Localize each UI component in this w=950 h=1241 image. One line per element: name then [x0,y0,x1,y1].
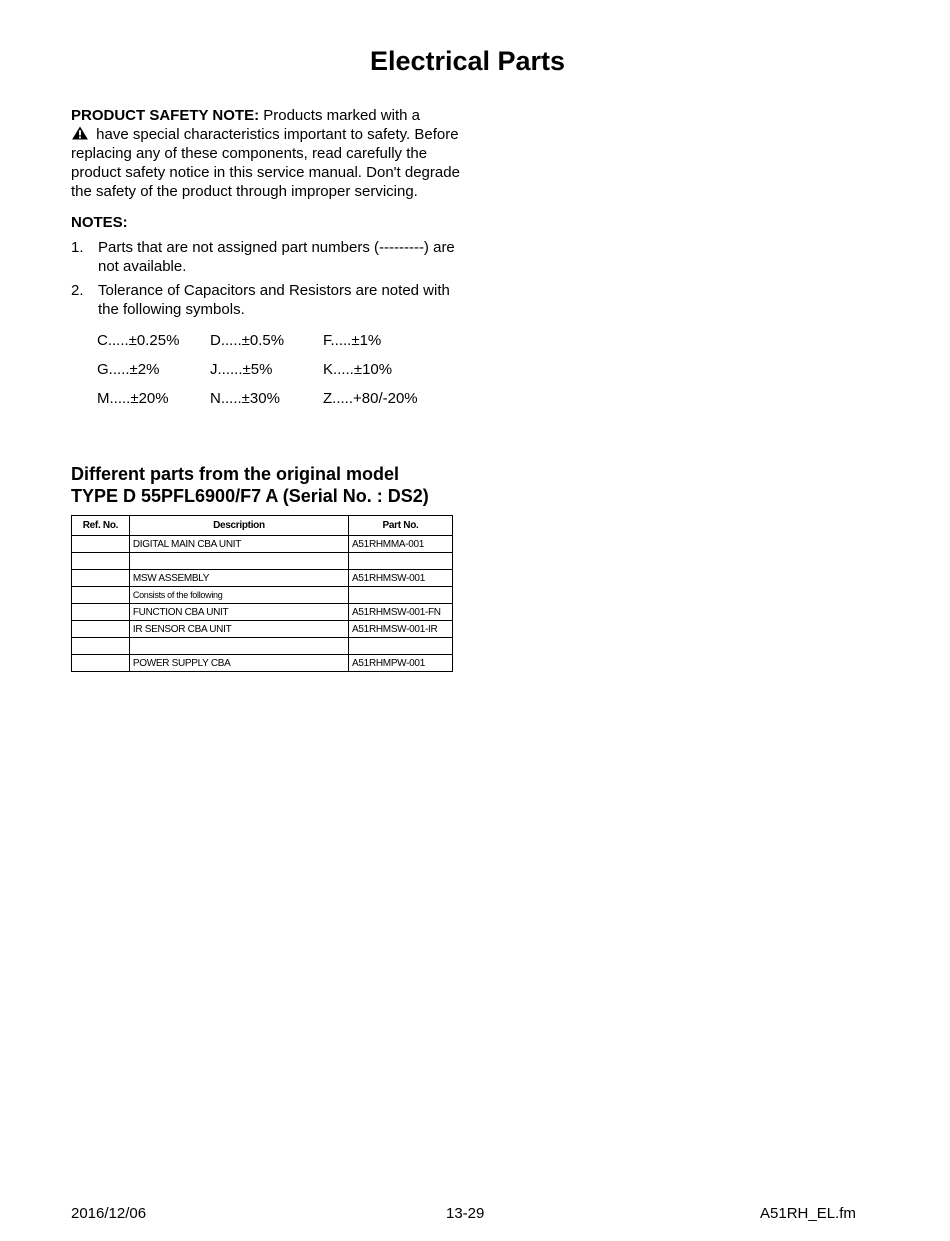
safety-note-text-rest: have special characteristics important to safety. Before replacing any of these components, read carefully the product safety notice in this service manual. Don't degrade the safety of the product through improper servicing. [71,126,460,200]
table-row [72,570,453,587]
ref-no-cell [72,570,130,587]
warning-triangle-icon [71,126,89,140]
part-no-cell: A51RHMSW-001-IR [349,621,453,638]
section-heading [71,463,491,507]
column-header-part-no: Part No. [349,516,453,536]
ref-no-cell [72,638,130,655]
ref-no-cell [72,621,130,638]
table-row [72,587,453,604]
table-row [72,536,453,553]
part-no-cell [349,553,453,570]
ref-no-cell [72,553,130,570]
description-cell: Consists of the following [129,587,348,604]
table-row [72,604,453,621]
description-cell: FUNCTION CBA UNIT [129,604,348,621]
description-cell [129,638,348,655]
tolerance-symbol: D.....±0.5% [210,332,285,349]
table-row [72,621,453,638]
ref-no-cell [72,655,130,672]
section-heading-line1: Different parts from the original model [71,464,400,484]
parts-table [71,515,453,672]
note-item [71,281,461,319]
note-text: Parts that are not assigned part numbers (---------) are not available. [98,239,455,275]
notes-heading: NOTES: [71,214,128,231]
notes-list [71,238,461,319]
ref-no-cell [72,536,130,553]
tolerance-symbol: F.....±1% [323,332,382,349]
table-row [72,553,453,570]
description-cell: POWER SUPPLY CBA [129,655,348,672]
tolerance-symbol: C.....±0.25% [97,332,180,349]
note-number: 1. [71,239,84,256]
ref-no-cell [72,604,130,621]
part-no-cell [349,638,453,655]
tolerance-symbol: G.....±2% [97,361,160,378]
note-text: Tolerance of Capacitors and Resistors are noted with the following symbols. [98,282,450,318]
tolerance-symbols [97,331,461,408]
footer-page-number: 13-29 [446,1205,485,1222]
description-cell: DIGITAL MAIN CBA UNIT [129,536,348,553]
product-safety-note [71,106,461,201]
column-header-description: Description [129,516,348,536]
part-no-cell: A51RHMMA-001 [349,536,453,553]
ref-no-cell [72,587,130,604]
tolerance-symbol: K.....±10% [323,361,393,378]
tolerance-symbol: M.....±20% [97,390,169,407]
part-no-cell: A51RHMSW-001-FN [349,604,453,621]
part-no-cell: A51RHMPW-001 [349,655,453,672]
column-header-ref-no: Ref. No. [72,516,130,536]
part-no-cell [349,587,453,604]
table-row [72,655,453,672]
table-row [72,638,453,655]
table-header-row [72,516,453,536]
note-number: 2. [71,282,84,299]
tolerance-symbol: Z.....+80/-20% [323,390,418,407]
note-item [71,238,461,276]
part-no-cell: A51RHMSW-001 [349,570,453,587]
safety-note-lead: PRODUCT SAFETY NOTE: [71,107,260,124]
description-cell [129,553,348,570]
section-heading-line2: TYPE D 55PFL6900/F7 A (Serial No. : DS2) [71,486,429,506]
notes-column [71,106,461,408]
page-title: Electrical Parts [369,46,566,76]
footer-date: 2016/12/06 [71,1205,147,1222]
description-cell: MSW ASSEMBLY [129,570,348,587]
footer-file-name: A51RH_EL.fm [760,1205,856,1222]
tolerance-symbol: N.....±30% [210,390,280,407]
safety-note-text-start: Products marked with a [259,107,420,124]
description-cell: IR SENSOR CBA UNIT [129,621,348,638]
tolerance-symbol: J......±5% [210,361,273,378]
